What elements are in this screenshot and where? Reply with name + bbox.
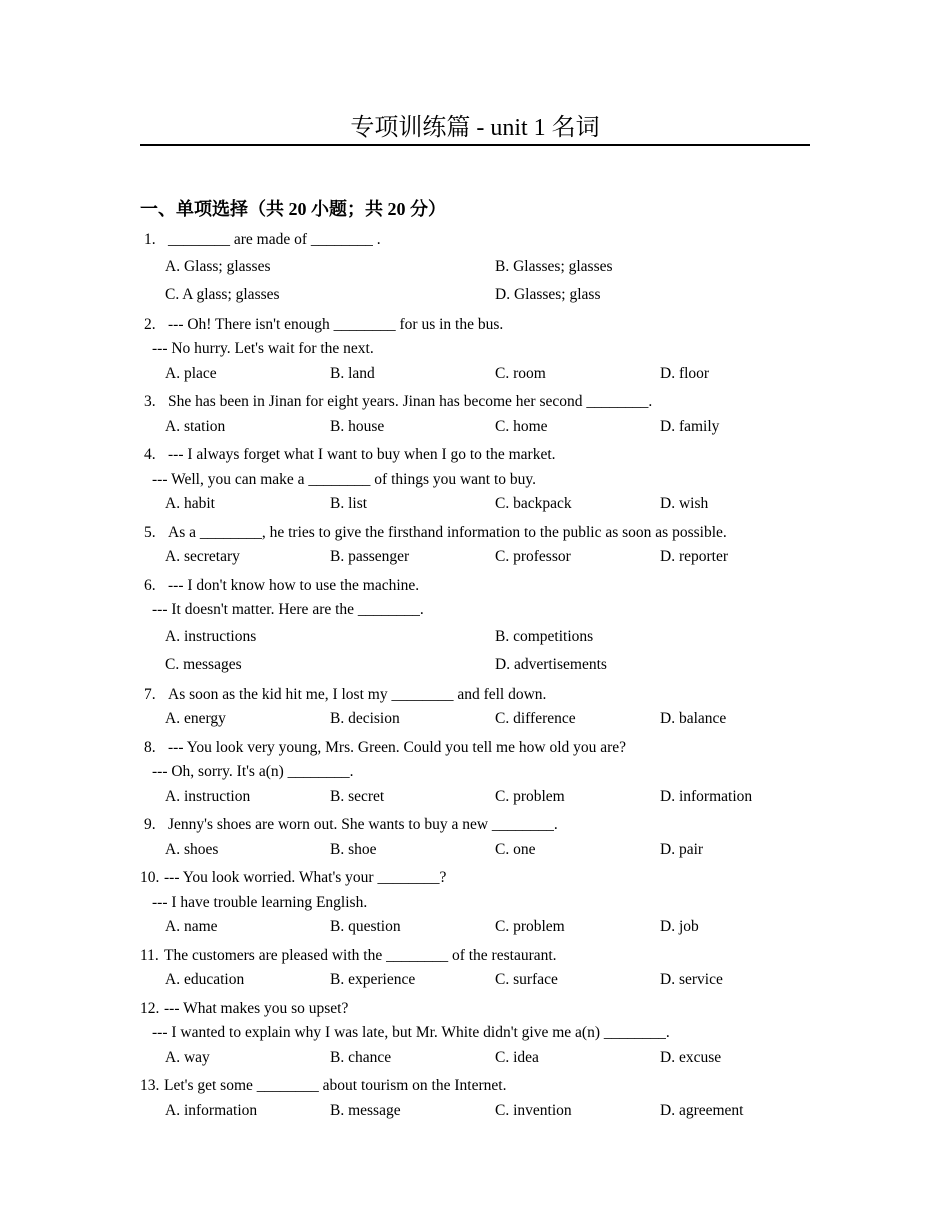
- answer-options: [140, 362, 830, 387]
- answer-option[interactable]: D. family: [660, 417, 720, 435]
- question-number: 12.: [140, 999, 160, 1017]
- answer-option[interactable]: C. problem: [495, 918, 565, 935]
- question-item: [140, 313, 830, 387]
- question-item: [140, 574, 830, 679]
- answer-option[interactable]: A. way: [165, 1048, 210, 1066]
- answer-option[interactable]: A. name: [165, 918, 218, 935]
- answer-option[interactable]: A. education: [165, 971, 245, 988]
- question-number: 3.: [144, 393, 156, 410]
- question-text: --- I have trouble learning English.: [152, 893, 368, 911]
- answer-option[interactable]: B. message: [330, 1101, 401, 1119]
- question-number: 1.: [144, 231, 156, 248]
- answer-option[interactable]: B. Glasses; glasses: [495, 257, 613, 275]
- answer-option[interactable]: D. job: [660, 918, 699, 935]
- answer-options: [140, 1099, 830, 1124]
- question-text: The customers are pleased with the ________ of the restaurant.: [164, 946, 557, 964]
- question-reply: [140, 891, 830, 916]
- answer-option[interactable]: A. shoes: [165, 840, 219, 858]
- answer-option[interactable]: C. A glass; glasses: [165, 285, 280, 303]
- question-text: --- You look very young, Mrs. Green. Could you tell me how old you are?: [168, 738, 627, 756]
- answer-options: [140, 415, 830, 440]
- question-item: [140, 443, 830, 517]
- question-text: --- Well, you can make a ________ of things you want to buy.: [152, 470, 537, 488]
- answer-option[interactable]: C. backpack: [495, 495, 572, 512]
- answer-option[interactable]: D. pair: [660, 840, 704, 858]
- question-text: --- It doesn't matter. Here are the ________.: [152, 601, 424, 618]
- answer-option[interactable]: B. experience: [330, 971, 416, 988]
- answer-option[interactable]: C. home: [495, 417, 548, 435]
- answer-option[interactable]: B. shoe: [330, 840, 377, 858]
- answer-option[interactable]: A. secretary: [165, 548, 240, 565]
- answer-option[interactable]: D. reporter: [660, 548, 728, 565]
- question-stem: [140, 813, 830, 838]
- question-text: --- No hurry. Let's wait for the next.: [152, 340, 374, 357]
- question-reply: [140, 468, 830, 493]
- question-stem: [140, 443, 830, 468]
- question-text: --- What makes you so upset?: [164, 999, 349, 1017]
- question-item: [140, 228, 830, 309]
- question-stem: [140, 944, 830, 969]
- question-stem: [140, 1074, 830, 1099]
- answer-option[interactable]: A. instruction: [165, 787, 251, 805]
- question-stem: [140, 521, 830, 546]
- question-text: Jenny's shoes are worn out. She wants to buy a new ________.: [168, 816, 558, 833]
- question-reply: [140, 337, 830, 362]
- question-text: --- I don't know how to use the machine.: [168, 576, 420, 594]
- answer-options: [140, 492, 830, 517]
- answer-option[interactable]: C. difference: [495, 710, 576, 727]
- answer-option[interactable]: C. professor: [495, 548, 571, 565]
- question-number: 4.: [144, 446, 156, 463]
- question-reply: [140, 598, 830, 623]
- answer-options: [140, 623, 830, 679]
- question-stem: [140, 390, 830, 415]
- question-stem: [140, 313, 830, 338]
- question-item: [140, 997, 830, 1071]
- answer-option[interactable]: D. advertisements: [495, 655, 607, 673]
- answer-option[interactable]: C. messages: [165, 655, 242, 673]
- answer-options: [140, 785, 830, 810]
- question-number: 10.: [140, 869, 160, 886]
- question-item: [140, 521, 830, 570]
- answer-options: [140, 707, 830, 732]
- answer-option[interactable]: B. secret: [330, 787, 385, 805]
- answer-option[interactable]: C. invention: [495, 1101, 572, 1119]
- question-item: [140, 683, 830, 732]
- answer-option[interactable]: A. instructions: [165, 627, 257, 645]
- question-text: She has been in Jinan for eight years. Jinan has become her second ________.: [168, 393, 653, 410]
- question-stem: [140, 866, 830, 891]
- question-number: 2.: [144, 315, 156, 333]
- answer-options: [140, 1046, 830, 1071]
- answer-option[interactable]: A. energy: [165, 710, 226, 727]
- question-reply: [140, 760, 830, 785]
- answer-option[interactable]: C. idea: [495, 1048, 539, 1066]
- answer-option[interactable]: A. Glass; glasses: [165, 257, 271, 275]
- question-number: 9.: [144, 816, 156, 833]
- question-item: [140, 390, 830, 439]
- answer-option[interactable]: B. list: [330, 495, 368, 512]
- answer-option[interactable]: D. balance: [660, 710, 727, 727]
- answer-options: [140, 838, 830, 863]
- answer-option[interactable]: B. decision: [330, 710, 400, 727]
- answer-options: [140, 915, 830, 940]
- answer-option[interactable]: C. room: [495, 364, 546, 382]
- question-number: 13.: [140, 1077, 160, 1094]
- answer-option[interactable]: B. land: [330, 364, 375, 382]
- answer-option[interactable]: B. house: [330, 417, 385, 435]
- question-item: [140, 736, 830, 810]
- question-text: As a ________, he tries to give the firsthand information to the public as soon as possible.: [168, 523, 727, 541]
- question-text: --- I wanted to explain why I was late, but Mr. White didn't give me a(n) ________.: [152, 1024, 670, 1041]
- answer-option[interactable]: D. floor: [660, 364, 710, 382]
- answer-option[interactable]: D. service: [660, 971, 723, 988]
- question-number: 6.: [144, 576, 156, 594]
- question-reply: [140, 1021, 830, 1046]
- question-text: As soon as the kid hit me, I lost my ________ and fell down.: [168, 685, 547, 703]
- answer-option[interactable]: D. information: [660, 787, 753, 805]
- answer-option[interactable]: D. agreement: [660, 1101, 744, 1119]
- question-number: 5.: [144, 523, 156, 541]
- question-item: [140, 1074, 830, 1123]
- answer-option[interactable]: A. information: [165, 1101, 258, 1119]
- question-stem: [140, 997, 830, 1022]
- answer-option[interactable]: B. passenger: [330, 548, 410, 565]
- answer-option[interactable]: D. wish: [660, 495, 709, 512]
- question-item: [140, 866, 830, 940]
- answer-option[interactable]: C. one: [495, 840, 536, 858]
- question-text: --- Oh! There isn't enough ________ for us in the bus.: [168, 315, 504, 333]
- answer-option[interactable]: B. question: [330, 918, 401, 935]
- question-text: Let's get some ________ about tourism on the Internet.: [164, 1077, 507, 1094]
- answer-option[interactable]: C. surface: [495, 971, 558, 988]
- question-item: [140, 813, 830, 862]
- question-item: [140, 944, 830, 993]
- answer-option[interactable]: A. station: [165, 417, 226, 435]
- question-text: --- I always forget what I want to buy when I go to the market.: [168, 446, 556, 463]
- question-text: --- Oh, sorry. It's a(n) ________.: [152, 763, 354, 780]
- question-list: [140, 228, 830, 1127]
- question-number: 11.: [140, 946, 159, 964]
- answer-option[interactable]: D. Glasses; glass: [495, 285, 601, 303]
- question-text: --- You look worried. What's your ________?: [164, 869, 447, 886]
- answer-options: [140, 968, 830, 993]
- question-stem: [140, 683, 830, 708]
- answer-option[interactable]: C. problem: [495, 787, 565, 805]
- answer-option[interactable]: D. excuse: [660, 1048, 722, 1066]
- question-stem: [140, 574, 830, 599]
- answer-options: [140, 253, 830, 309]
- answer-options: [140, 545, 830, 570]
- answer-option[interactable]: B. competitions: [495, 627, 594, 645]
- question-stem: [140, 736, 830, 761]
- question-number: 7.: [144, 685, 156, 703]
- question-number: 8.: [144, 738, 156, 756]
- section-heading: 一、单项选择（共 20 小题；共 20 分）: [140, 199, 446, 219]
- answer-option[interactable]: A. place: [165, 364, 217, 382]
- answer-option[interactable]: B. chance: [330, 1048, 392, 1066]
- page-title: 专项训练篇 - unit 1 名词: [140, 112, 810, 146]
- question-text: ________ are made of ________ .: [168, 231, 381, 248]
- question-stem: [140, 228, 830, 253]
- answer-option[interactable]: A. habit: [165, 495, 215, 512]
